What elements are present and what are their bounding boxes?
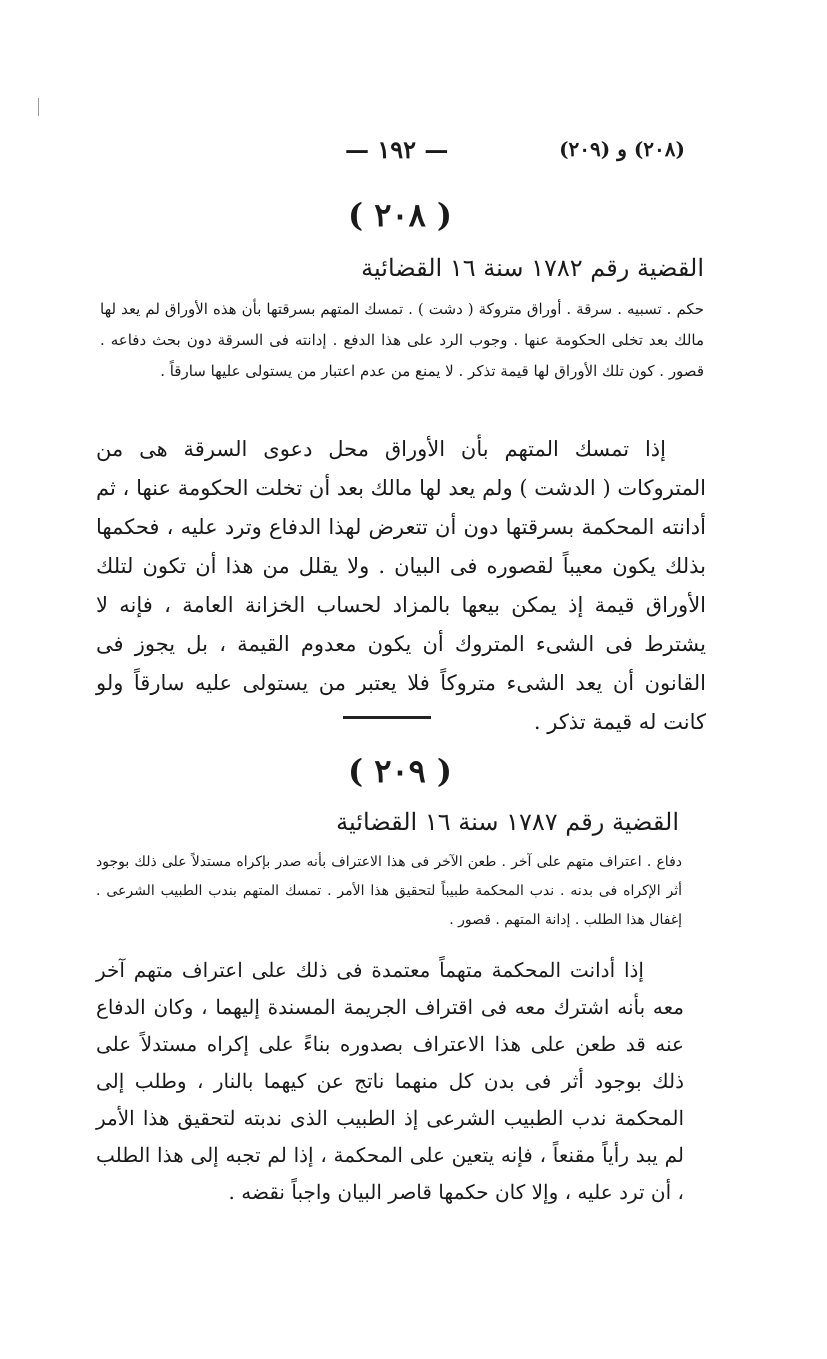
case-title-209: القضية رقم ١٧٨٧ سنة ١٦ القضائية (336, 808, 679, 836)
page-number: — ١٩٢ — (345, 135, 449, 164)
case-number-208: ( ٢٠٨ ) (347, 196, 453, 234)
case-summary-text: دفاع . اعتراف متهم على آخر . طعن الآخر فى هذا الاعتراف بأنه صدر بإكراه مستدلاً على ذلك بوجود أثر الإكراه فى بدنه . ندب المحكمة طبيباً لتحقيق هذا الأمر . تمسك المتهم بندب الطبيب الشرعى . إغفال هذا الطلب . إدانة المتهم . قصور . (96, 854, 682, 928)
case-title-208: القضية رقم ١٧٨٢ سنة ١٦ القضائية (361, 254, 704, 282)
case-body-208 (96, 430, 706, 742)
case-summary-text: حكم . تسبيه . سرقة . أوراق متروكة ( دشت ) . تمسك المتهم بسرقتها بأن هذه الأوراق لم يعد لها مالك بعد تخلى الحكومة عنها . وجوب الرد على هذا الدفع . إدانته فى السرقة دون بحث دفاعه . قصور . كون تلك الأوراق لها قيمة تذكر . لا يمنع من عدم اعتبار من يستولى عليها سارقاً . (100, 300, 704, 380)
running-head: (٢٠٨) و (٢٠٩) (559, 137, 685, 161)
case-body-209 (96, 952, 684, 1211)
case-body-text: إذا أدانت المحكمة متهماً معتمدة فى ذلك على اعتراف متهم آخر معه بأنه اشترك معه فى اقتراف الجريمة المسندة إليهما ، وكان الدفاع عنه قد طعن على هذا الاعتراف بصدوره بناءً على إكراه مستدلاً على ذلك بوجود أثر فى بدن كل منهما ناتج عن كيهما بالنار ، وطلب إلى المحكمة ندب الطبيب الشرعى إذ الطبيب الذى ندبته لتحقيق هذا الأمر لم يبد رأياً مقنعاً ، فإنه يتعين على المحكمة ، إذا لم تجبه إلى هذا الطلب ، أن ترد عليه ، وإلا كان حكمها قاصر البيان واجباً نقضه . (96, 958, 684, 1204)
section-divider (343, 716, 431, 719)
margin-mark (38, 98, 39, 116)
case-summary-208 (100, 294, 704, 387)
case-number-209: ( ٢٠٩ ) (347, 752, 453, 790)
case-body-text: إذا تمسك المتهم بأن الأوراق محل دعوى السرقة هى من المتروكات ( الدشت ) ولم يعد لها مالك بعد أن تخلت الحكومة عنها ، ثم أدانته المحكمة بسرقتها دون أن تتعرض لهذا الدفاع وترد عليه ، فحكمها بذلك يكون معيباً لقصوره فى البيان . ولا يقلل من هذا أن تكون لتلك الأوراق قيمة إذ يمكن بيعها بالمزاد لحساب الخزانة العامة ، فإنه لا يشترط فى الشىء المتروك أن يكون معدوم القيمة ، بل يجوز فى القانون أن يعد الشىء متروكاً فلا يعتبر من يستولى عليه سارقاً ولو كانت له قيمة تذكر . (96, 437, 706, 734)
page-header (95, 135, 695, 169)
case-summary-209 (96, 848, 682, 935)
